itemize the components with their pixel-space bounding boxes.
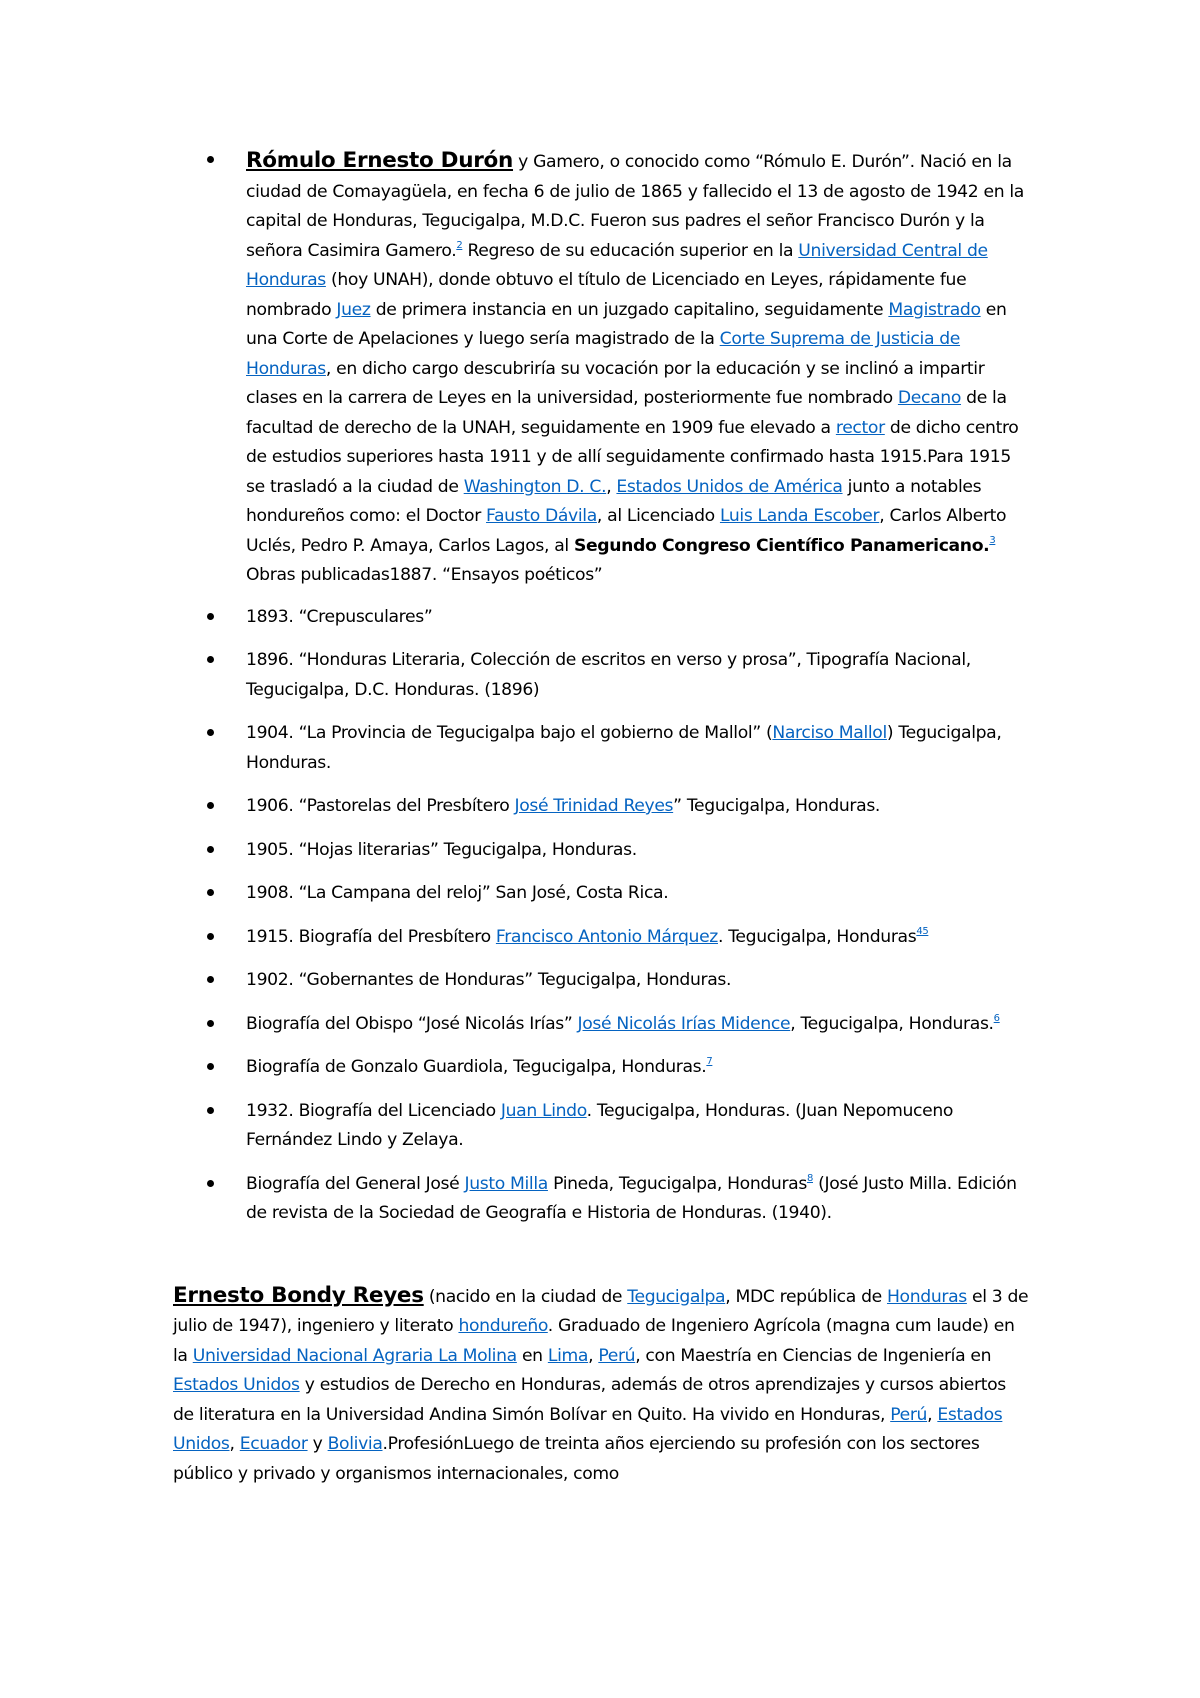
biography-list [173,146,1030,1229]
work-text: 1908. “La Campana del reloj” San José, Costa Rica. [246,883,669,903]
bullet [207,976,214,983]
bullet [207,1063,214,1070]
footnote-link[interactable]: 45 [916,925,929,937]
bullet [207,1020,214,1027]
link-tegucigalpa[interactable]: Tegucigalpa [627,1286,726,1307]
bullet [207,1107,214,1114]
link-fausto-davila[interactable]: Fausto Dávila [486,506,597,526]
text: en una Corte de Apelaciones y luego sería magistrado de la [246,299,1007,349]
heading-romulo-duron: Rómulo Ernesto Durón [246,148,514,173]
text: , MDC república de [725,1286,887,1307]
work-text: ) Tegucigalpa, Honduras. [246,723,1002,773]
bullet [207,802,214,809]
bullet [207,889,214,896]
link-peru[interactable]: Perú [598,1345,636,1366]
text: . Graduado de Ingeniero Agrícola (magna cum laude) en la [173,1316,1015,1366]
link-lima[interactable]: Lima [547,1345,589,1366]
work-text: 1902. “Gobernantes de Honduras” Tegucigalpa, Honduras. [246,970,732,990]
bullet [207,1180,214,1187]
text: , [229,1434,240,1454]
link-rector[interactable]: rector [835,417,885,438]
list-item-work [173,603,1030,633]
link-corte-suprema[interactable]: Corte Suprema de Justicia de Honduras [246,329,961,379]
link-universidad-central[interactable]: Universidad Central de Honduras [246,240,988,290]
text: de dicho centro de estudios superiores hasta 1911 y de allí seguidamente confirmado hasta 1915.Para 1915 se trasladó a la ciudad de [246,417,1019,497]
link-hondureno[interactable]: hondureño [458,1316,548,1336]
footnote-link[interactable]: 6 [993,1012,1000,1024]
bullet [207,933,214,940]
link-estados-unidos[interactable]: Estados Unidos [173,1404,1003,1454]
work-text: . Tegucigalpa, Honduras [717,926,917,947]
list-item-work [173,1170,1030,1229]
bullet [207,729,214,736]
link-jose-trinidad-reyes[interactable]: José Trinidad Reyes [514,796,674,816]
list-item-work [173,719,1030,778]
link-estados-unidos-america[interactable]: Estados Unidos de América [616,476,843,497]
list-item-romulo [173,146,1030,591]
link-ecuador[interactable]: Ecuador [239,1434,308,1454]
list-item-work [173,792,1030,822]
work-text: 1905. “Hojas literarias” Tegucigalpa, Honduras. [246,839,637,860]
link-decano[interactable]: Decano [897,388,962,408]
text: de primera instancia en un juzgado capitalino, seguidamente [370,299,889,320]
text: en [516,1345,548,1366]
text: , [588,1345,599,1366]
work-text: (José Justo Milla. Edición de revista de la Sociedad de Geografía e Historia de Honduras. (1940). [246,1173,1017,1223]
text: .ProfesiónLuego de treinta años ejerciendo su profesión con los sectores público y privado y organismos internacionales, como [173,1434,980,1484]
text: y [307,1434,328,1454]
link-honduras[interactable]: Honduras [886,1286,967,1307]
text: Obras publicadas1887. “Ensayos poéticos” [246,565,603,585]
text: , en dicho cargo descubriría su vocación por la educación y se inclinó a impartir clases en la carrera de Leyes en la universidad, posteriormente fue nombrado [246,358,985,408]
text: (nacido en la ciudad de [423,1286,628,1307]
link-juan-lindo[interactable]: Juan Lindo [500,1100,587,1121]
bullet [207,656,214,663]
footnote-link[interactable]: 8 [806,1172,813,1184]
text: el 3 de julio de 1947), ingeniero y literato [173,1286,1029,1336]
text: junto a notables hondureños como: el Doctor [246,476,982,526]
text: , [606,476,617,497]
list-item-work [173,1010,1030,1040]
work-text: 1904. “La Provincia de Tegucigalpa bajo el gobierno de Mallol” ( [246,723,773,743]
text: , con Maestría en Ciencias de Ingeniería en [635,1345,992,1366]
link-peru[interactable]: Perú [890,1404,928,1425]
text: y estudios de Derecho en Honduras, además de otros aprendizajes y cursos abiertos de literatura en la Universidad Andina Simón Bolívar en Quito. Ha vivido en Honduras, [173,1375,1006,1425]
footnote-link[interactable]: 3 [989,534,996,546]
link-francisco-antonio-marquez[interactable]: Francisco Antonio Márquez [495,926,718,947]
work-text: 1896. “Honduras Literaria, Colección de escritos en verso y prosa”, Tipografía Nacional, Tegucigalpa, D.C. Honduras. (1896) [246,650,971,700]
work-text: 1915. Biografía del Presbítero [246,926,496,947]
bullet [207,613,214,620]
work-text: 1893. “Crepusculares” [246,606,433,627]
work-text: . Tegucigalpa, Honduras. (Juan Nepomuceno Fernández Lindo y Zelaya. [246,1100,954,1150]
link-justo-milla[interactable]: Justo Milla [464,1173,548,1194]
work-text: ” Tegucigalpa, Honduras. [673,796,881,816]
link-narciso-mallol[interactable]: Narciso Mallol [772,723,887,743]
bold-congreso: Segundo Congreso Científico Panamericano. [573,535,990,556]
list-item-work [173,836,1030,866]
work-text: Pineda, Tegucigalpa, Honduras [547,1173,807,1194]
work-text: 1906. “Pastorelas del Presbítero [246,796,515,816]
list-item-work [173,646,1030,705]
link-estados-unidos[interactable]: Estados Unidos [173,1375,300,1395]
work-text: Biografía de Gonzalo Guardiola, Tegucigalpa, Honduras. [246,1057,707,1077]
link-universidad-la-molina[interactable]: Universidad Nacional Agraria La Molina [192,1345,517,1366]
link-washington[interactable]: Washington D. C. [463,476,607,497]
text: (hoy UNAH), donde obtuvo el título de Licenciado en Leyes, rápidamente fue nombrado [246,270,967,320]
list-item-work [173,966,1030,996]
list-item-work [173,879,1030,909]
work-text: , Tegucigalpa, Honduras. [790,1013,994,1034]
link-magistrado[interactable]: Magistrado [888,299,981,320]
work-text: 1932. Biografía del Licenciado [246,1100,501,1121]
work-text: Biografía del Obispo “José Nicolás Irías” [246,1013,578,1034]
text: , al Licenciado [596,506,720,526]
text: y Gamero, o conocido como “Rómulo E. Durón”. Nació en la ciudad de Comayagüela, en fecha 6 de julio de 1865 y fallecido el 13 de agosto de 1942 en la capital de Honduras, Tegucigalpa, M.D.C. Fueron sus padres el señor Francisco Durón y la señora Casimira Gamero. [246,152,1024,261]
paragraph-ernesto-bondy [173,1281,1030,1490]
text: , [927,1404,938,1425]
text: Regreso de su educación superior en la [462,240,799,261]
text: de la facultad de derecho de la UNAH, seguidamente en 1909 fue elevado a [246,388,1007,438]
footnote-link[interactable]: 7 [706,1056,713,1067]
bullet [207,156,214,163]
list-item-work [173,1053,1030,1083]
work-text: Biografía del General José [246,1173,465,1194]
link-jose-nicolas-irias-midence[interactable]: José Nicolás Irías Midence [577,1013,791,1034]
text: , Carlos Alberto Uclés, Pedro P. Amaya, Carlos Lagos, al [246,506,1007,556]
heading-ernesto-bondy-reyes: Ernesto Bondy Reyes [173,1282,424,1308]
link-juez[interactable]: Juez [336,299,371,320]
list-item-work [173,1097,1030,1156]
list-item-work [173,923,1030,953]
link-bolivia[interactable]: Bolivia [327,1434,383,1454]
footnote-link[interactable]: 2 [456,239,463,251]
link-luis-landa-escober[interactable]: Luis Landa Escober [719,506,880,526]
bullet [207,846,214,853]
